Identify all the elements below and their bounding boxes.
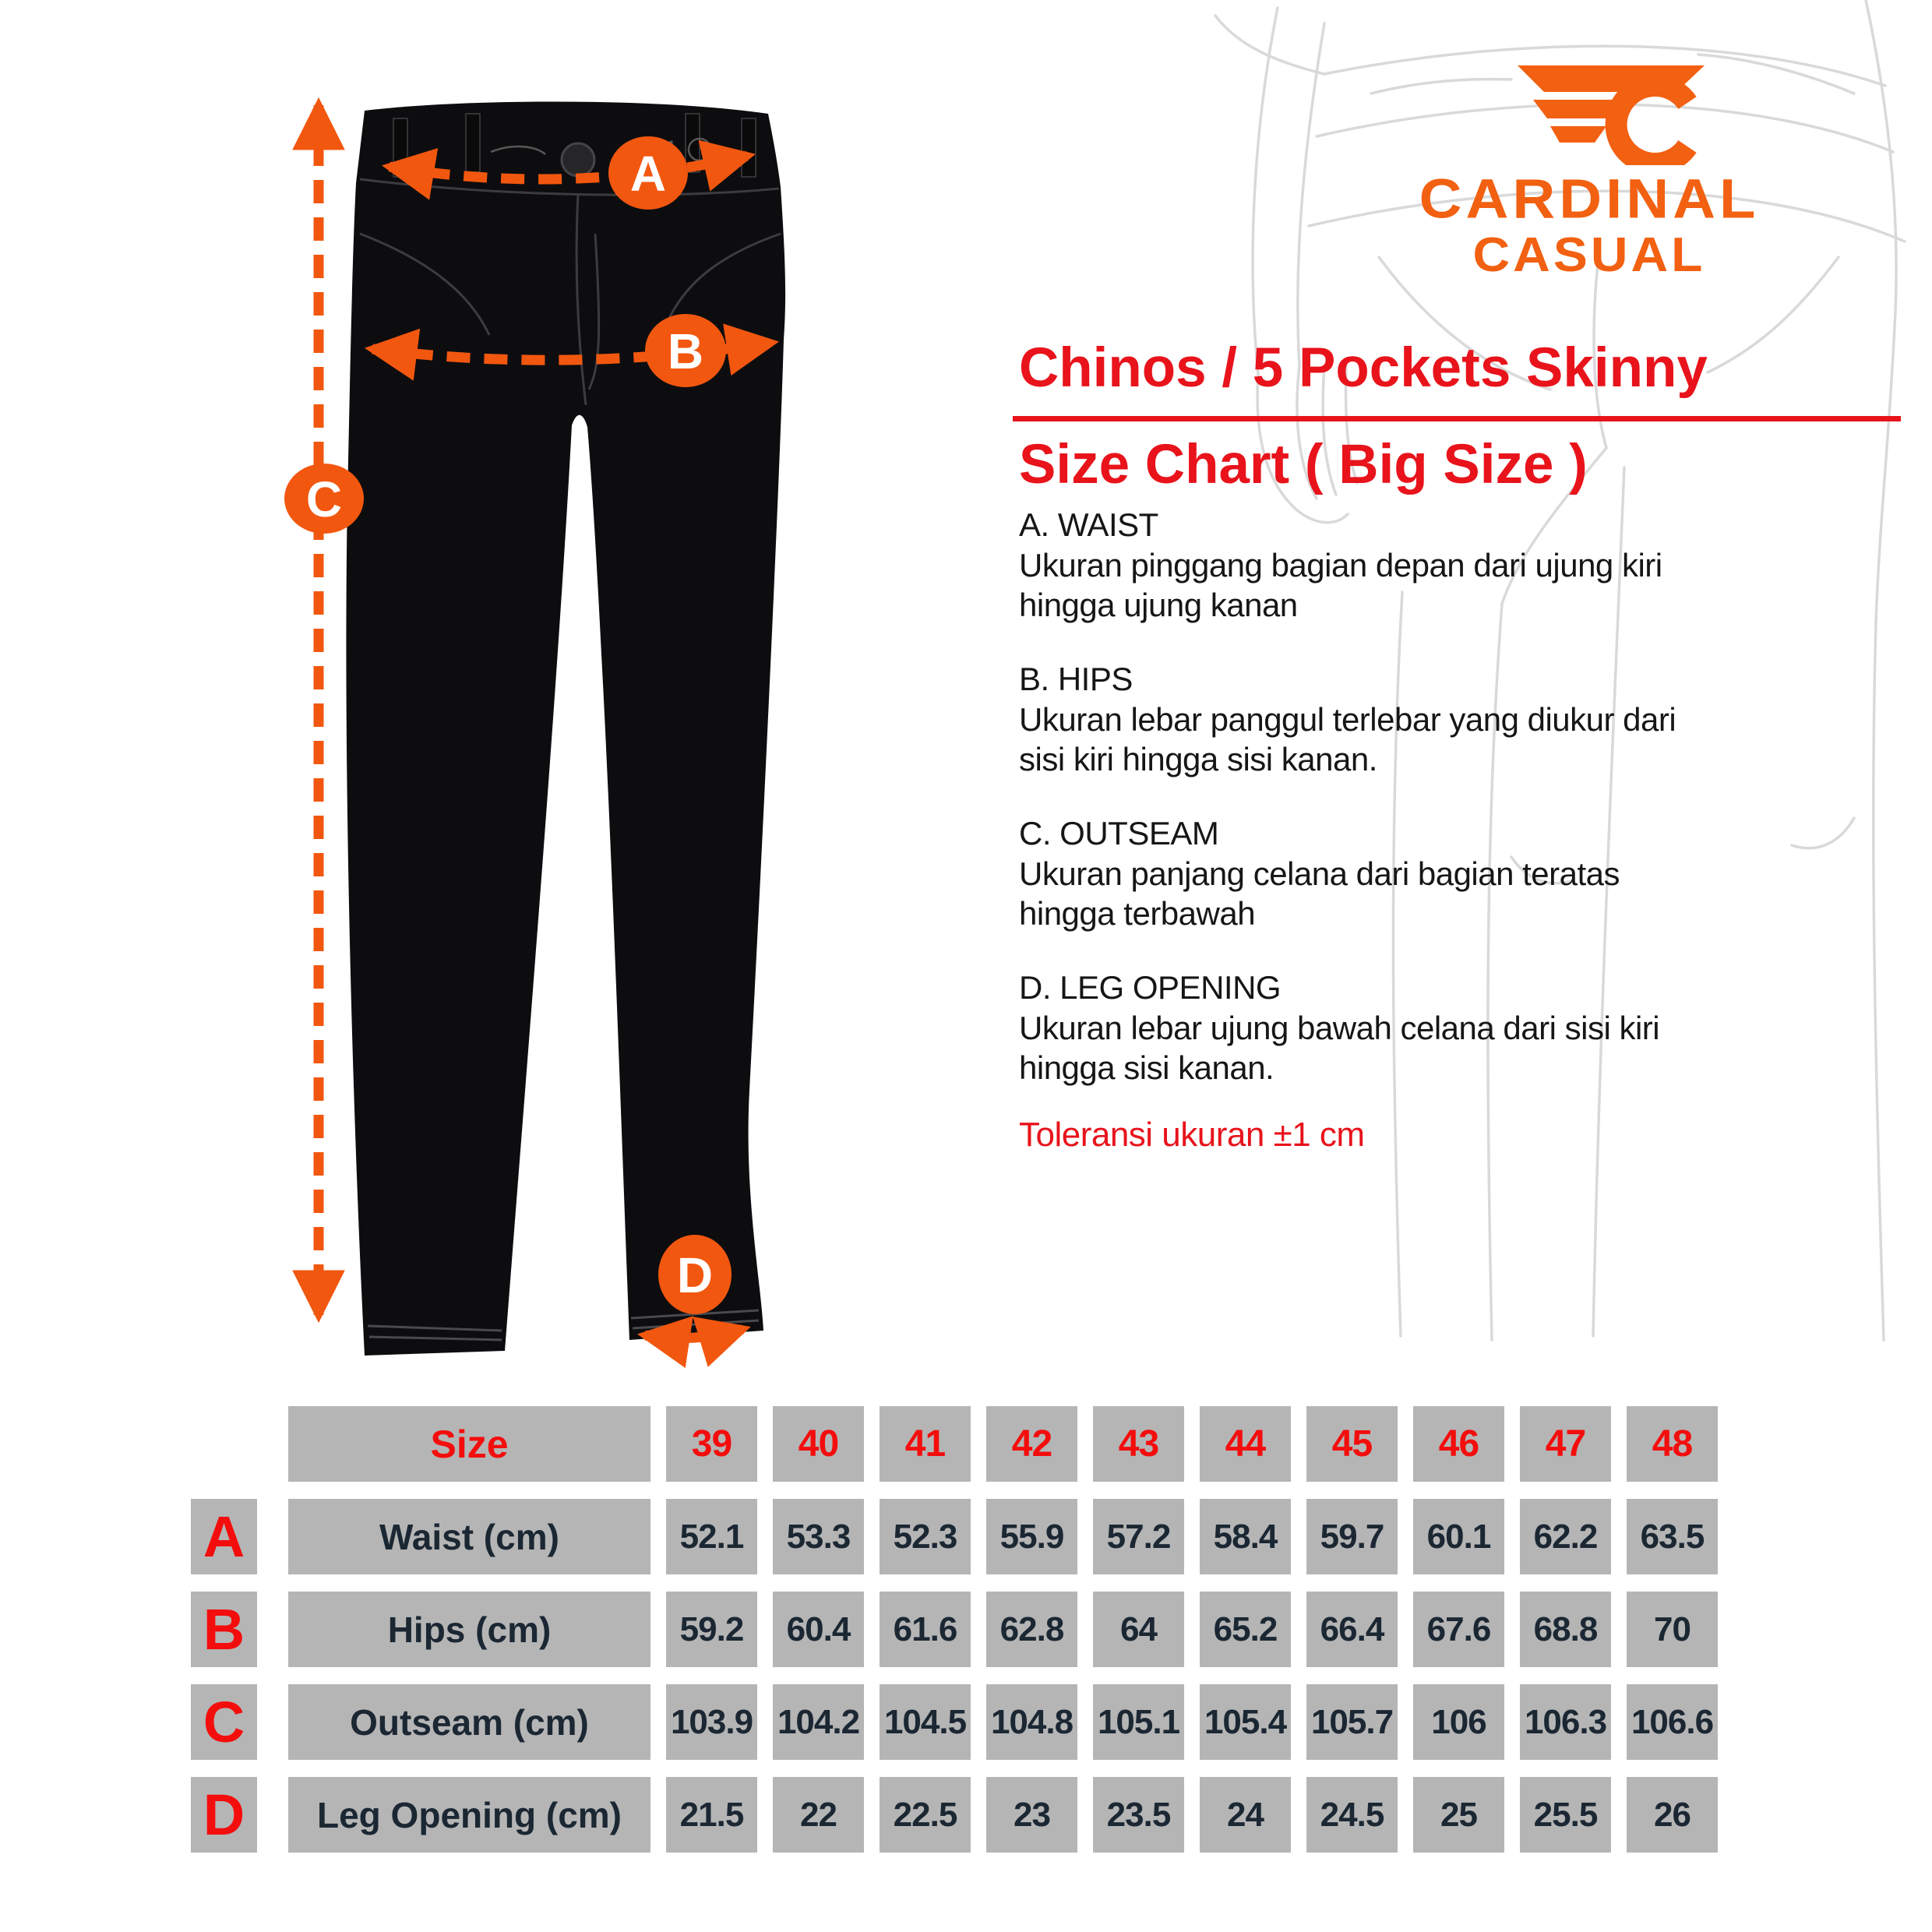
row-letter-a: A <box>191 1499 257 1574</box>
marker-a <box>608 136 688 210</box>
legopening-size46: 25 <box>1413 1777 1504 1853</box>
outseam-size41: 104.5 <box>880 1684 971 1760</box>
table-row-hips <box>191 1592 1741 1667</box>
waist-size41: 52.3 <box>880 1499 971 1574</box>
section-leg-opening-desc-line2: hingga sisi kanan. <box>1019 1049 1274 1086</box>
hips-size41: 61.6 <box>880 1592 971 1667</box>
section-hips <box>1019 659 1923 779</box>
row-label-outseam: Outseam (cm) <box>288 1684 650 1760</box>
hips-size42: 62.8 <box>986 1592 1077 1667</box>
row-letter-b: B <box>191 1592 257 1667</box>
brand-name-line2: CASUAL <box>1472 227 1706 282</box>
marker-d <box>658 1235 732 1314</box>
section-waist-desc-line1: Ukuran pinggang bagian depan dari ujung kiri <box>1019 547 1662 583</box>
size-table-header-row <box>191 1406 1741 1482</box>
hips-size46: 67.6 <box>1413 1592 1504 1667</box>
brand-name-line1: CARDINAL <box>1419 167 1760 231</box>
header-size-42: 42 <box>986 1406 1077 1482</box>
legopening-size45: 24.5 <box>1306 1777 1398 1853</box>
outseam-size42: 104.8 <box>986 1684 1077 1760</box>
section-leg-opening-desc-line1: Ukuran lebar ujung bawah celana dari sisi kiri <box>1019 1010 1660 1046</box>
marker-d-label: D <box>676 1247 714 1303</box>
section-outseam <box>1019 813 1923 933</box>
outseam-size46: 106 <box>1413 1684 1504 1760</box>
outseam-size47: 106.3 <box>1520 1684 1611 1760</box>
page-title: Chinos / 5 Pockets Skinny <box>1019 337 1708 399</box>
section-hips-desc-line2: sisi kiri hingga sisi kanan. <box>1019 741 1377 777</box>
section-outseam-desc-line1: Ukuran panjang celana dari bagian teratas <box>1019 855 1620 892</box>
legopening-size48: 26 <box>1627 1777 1718 1853</box>
hips-size44: 65.2 <box>1200 1592 1291 1667</box>
row-label-waist: Waist (cm) <box>288 1499 650 1574</box>
legopening-size42: 23 <box>986 1777 1077 1853</box>
waist-size43: 57.2 <box>1093 1499 1184 1574</box>
outseam-size45: 105.7 <box>1306 1684 1398 1760</box>
waist-size42: 55.9 <box>986 1499 1077 1574</box>
header-size-43: 43 <box>1093 1406 1184 1482</box>
brand-wordmark <box>1262 167 1916 282</box>
section-outseam-heading: C. OUTSEAM <box>1019 815 1219 851</box>
section-hips-heading: B. HIPS <box>1019 661 1133 697</box>
hips-size43: 64 <box>1093 1592 1184 1667</box>
legopening-size40: 22 <box>773 1777 864 1853</box>
header-size-46: 46 <box>1413 1406 1504 1482</box>
hips-size47: 68.8 <box>1520 1592 1611 1667</box>
outseam-size43: 105.1 <box>1093 1684 1184 1760</box>
waist-button <box>562 143 594 176</box>
marker-c <box>284 464 364 534</box>
header-size-45: 45 <box>1306 1406 1398 1482</box>
marker-b-label: B <box>667 323 704 379</box>
waist-size48: 63.5 <box>1627 1499 1718 1574</box>
hips-size39: 59.2 <box>666 1592 757 1667</box>
section-hips-desc-line1: Ukuran lebar panggul terlebar yang diukur dari <box>1019 701 1676 738</box>
marker-a-label: A <box>629 146 667 202</box>
row-letter-d: D <box>191 1777 257 1853</box>
header-size-47: 47 <box>1520 1406 1611 1482</box>
outseam-size48: 106.6 <box>1627 1684 1718 1760</box>
section-leg-opening <box>1019 968 1923 1088</box>
header-size-44: 44 <box>1200 1406 1291 1482</box>
pants-measurement-diagram <box>0 0 966 1402</box>
hips-size48: 70 <box>1627 1592 1718 1667</box>
header-size-41: 41 <box>880 1406 971 1482</box>
winged-c-icon <box>1511 62 1706 165</box>
waist-size47: 62.2 <box>1520 1499 1611 1574</box>
legopening-size47: 25.5 <box>1520 1777 1611 1853</box>
row-letter-c: C <box>191 1684 257 1760</box>
size-table <box>191 1406 1741 1870</box>
tolerance-note: Toleransi ukuran ±1 cm <box>1019 1116 1365 1154</box>
waist-size46: 60.1 <box>1413 1499 1504 1574</box>
section-waist-desc-line2: hingga ujung kanan <box>1019 587 1298 623</box>
hips-size40: 60.4 <box>773 1592 864 1667</box>
outseam-size44: 105.4 <box>1200 1684 1291 1760</box>
waist-size45: 59.7 <box>1306 1499 1398 1574</box>
outseam-size40: 104.2 <box>773 1684 864 1760</box>
legopening-size39: 21.5 <box>666 1777 757 1853</box>
header-size-40: 40 <box>773 1406 864 1482</box>
hips-size45: 66.4 <box>1306 1592 1398 1667</box>
legopening-size43: 23.5 <box>1093 1777 1184 1853</box>
waist-size40: 53.3 <box>773 1499 864 1574</box>
header-size-label: Size <box>288 1406 650 1482</box>
legopening-size41: 22.5 <box>880 1777 971 1853</box>
section-leg-opening-heading: D. LEG OPENING <box>1019 969 1282 1006</box>
outseam-size39: 103.9 <box>666 1684 757 1760</box>
header-size-48: 48 <box>1627 1406 1718 1482</box>
waist-size39: 52.1 <box>666 1499 757 1574</box>
table-row-leg-opening <box>191 1777 1741 1853</box>
page-subtitle: Size Chart ( Big Size ) <box>1019 434 1588 495</box>
header-size-39: 39 <box>666 1406 757 1482</box>
waist-size44: 58.4 <box>1200 1499 1291 1574</box>
section-waist <box>1019 505 1923 625</box>
pants-silhouette <box>346 101 785 1356</box>
table-row-waist <box>191 1499 1741 1574</box>
marker-c-label: C <box>305 471 343 527</box>
table-row-outseam <box>191 1684 1741 1760</box>
row-label-hips: Hips (cm) <box>288 1592 650 1667</box>
section-outseam-desc-line2: hingga terbawah <box>1019 895 1256 932</box>
legopening-size44: 24 <box>1200 1777 1291 1853</box>
title-underline <box>1013 416 1901 421</box>
row-label-leg-opening: Leg Opening (cm) <box>288 1777 650 1853</box>
marker-b <box>645 314 726 387</box>
section-waist-heading: A. WAIST <box>1019 506 1158 543</box>
